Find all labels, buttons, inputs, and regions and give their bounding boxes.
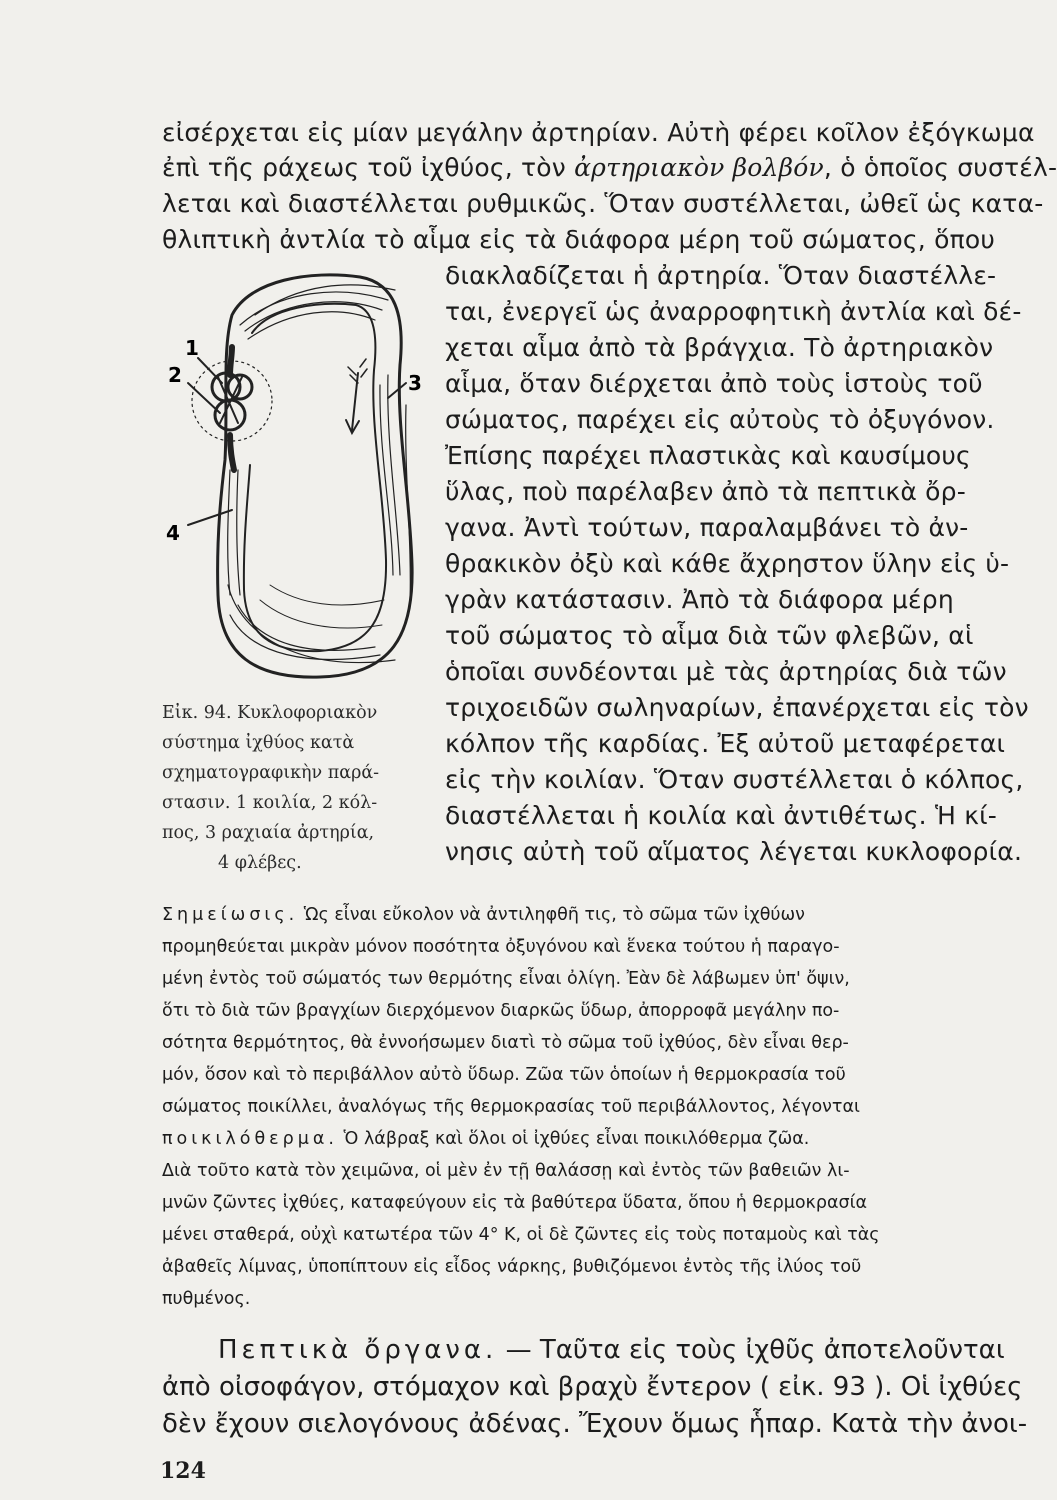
figure-label-3: 3 <box>408 371 422 395</box>
text-line: εἰς τὴν κοιλίαν. Ὅταν συστέλλεται ὁ κόλπος, <box>445 765 1024 794</box>
text-line: κόλπον τῆς καρδίας. Ἐξ αὐτοῦ μεταφέρεται <box>445 729 1006 758</box>
note-line: πυθμένος. <box>162 1289 251 1309</box>
note-line: μένη ἐντὸς τοῦ σώματός των θερμότης εἶναι ὀλίγη. Ἐὰν δὲ λάβωμεν ὑπ' ὄψιν, <box>162 969 850 989</box>
section-line: δὲν ἔχουν σιελογόνους ἀδένας. Ἔχουν ὅμως ἧπαρ. Κατὰ τὴν ἀνοι- <box>162 1409 1028 1439</box>
page-number: 124 <box>160 1458 206 1484</box>
note-line: προμηθεύεται μικρὰν μόνον ποσότητα ὀξυγόνου καὶ ἕνεκα τούτου ἡ παραγο- <box>162 937 840 957</box>
note-line: μνῶν ζῶντες ἰχθύες, καταφεύγουν εἰς τὰ βαθύτερα ὕδατα, ὅπου ἡ θερμοκρασία <box>162 1193 868 1213</box>
caption-line: στασιν. 1 κοιλία, 2 κόλ- <box>162 793 378 813</box>
caption-line: πος, 3 ραχιαία ἀρτηρία, <box>162 823 375 843</box>
text-line: γανα. Ἀντὶ τούτων, παραλαμβάνει τὸ ἀν- <box>445 513 969 542</box>
text-line: θλιπτικὴ ἀντλία τὸ αἷμα εἰς τὰ διάφορα μέρη τοῦ σώματος, ὅπου <box>162 225 995 254</box>
caption-line: σύστημα ἰχθύος κατὰ <box>162 733 355 753</box>
note-line: ὅτι τὸ διὰ τῶν βραγχίων διερχόμενον διαρκῶς ὕδωρ, ἀπορροφᾶ μεγάλην πο- <box>162 1001 840 1021</box>
text-line: διακλαδίζεται ἡ ἀρτηρία. Ὅταν διαστέλλε- <box>445 261 997 290</box>
note-line: ποικιλόθερμα. Ὁ λάβραξ καὶ ὅλοι οἱ ἰχθύες εἶναι ποικιλόθερμα ζῶα. <box>162 1129 810 1149</box>
note-line: μένει σταθερά, οὐχὶ κατωτέρα τῶν 4° Κ, οἱ δὲ ζῶντες εἰς τοὺς ποταμοὺς καὶ τὰς <box>162 1225 880 1245</box>
section-heading: Πεπτικὰ ὄργανα. <box>218 1335 498 1365</box>
note-line: σώματος ποικίλλει, ἀναλόγως τῆς θερμοκρασίας τοῦ περιβάλλοντος, λέγονται <box>162 1097 860 1117</box>
text-line: χεται αἷμα ἀπὸ τὰ βράγχια. Τὸ ἀρτηριακὸν <box>445 333 994 362</box>
text-line: διαστέλλεται ἡ κοιλία καὶ ἀντιθέτως. Ἡ κί- <box>445 801 998 830</box>
figure-label-1: 1 <box>185 336 199 360</box>
note-line: μόν, ὅσον καὶ τὸ περιβάλλον αὐτὸ ὕδωρ. Ζῶα τῶν ὁποίων ἡ θερμοκρασία τοῦ <box>162 1065 846 1085</box>
figure-label-4: 4 <box>166 521 180 545</box>
section-line: ἀπὸ οἰσοφάγον, στόμαχον καὶ βραχὺ ἔντερον ( εἰκ. 93 ). Οἱ ἰχθύες <box>162 1372 1023 1402</box>
text-line: θρακικὸν ὀξὺ καὶ κάθε ἄχρηστον ὕλην εἰς ὑ- <box>445 549 1010 578</box>
text-line: ται, ἐνεργεῖ ὡς ἀναρροφητικὴ ἀντλία καὶ δέ- <box>445 297 1022 326</box>
text-line: τοῦ σώματος τὸ αἷμα διὰ τῶν φλεβῶν, αἱ <box>445 621 974 650</box>
text-line: λεται καὶ διαστέλλεται ρυθμικῶς. Ὅταν συστέλλεται, ὠθεῖ ὡς κατα- <box>162 189 1044 218</box>
note-line: ἀβαθεῖς λίμνας, ὑποπίπτουν εἰς εἶδος νάρκης, βυθιζόμενοι ἐντὸς τῆς ἰλύος τοῦ <box>162 1257 862 1277</box>
note-line: σότητα θερμότητος, θὰ ἐννοήσωμεν διατὶ τὸ σῶμα τοῦ ἰχθύος, δὲν εἶναι θερ- <box>162 1033 849 1053</box>
text-line: σώματος, παρέχει εἰς αὐτοὺς τὸ ὀξυγόνον. <box>445 405 995 434</box>
caption-line: σχηματογραφικὴν παρά- <box>162 763 380 783</box>
note-line: Σημείωσις. Ὡς εἶναι εὔκολον νὰ ἀντιληφθῆ τις, τὸ σῶμα τῶν ἰχθύων <box>162 905 805 925</box>
section-line: Πεπτικὰ ὄργανα. — Ταῦτα εἰς τοὺς ἰχθῦς ἀποτελοῦνται <box>218 1335 1005 1365</box>
caption-line: Εἰκ. 94. Κυκλοφοριακὸν <box>162 703 378 723</box>
note-line: Διὰ τοῦτο κατὰ τὸν χειμῶνα, οἱ μὲν ἐν τῇ θαλάσσῃ καὶ ἐντὸς τῶν βαθειῶν λι- <box>162 1161 850 1181</box>
text-line: τριχοειδῶν σωληναρίων, ἐπανέρχεται εἰς τὸν <box>445 693 1029 722</box>
figure-label-2: 2 <box>168 363 182 387</box>
text-line: ὁποῖαι συνδέονται μὲ τὰς ἀρτηρίας διὰ τῶν <box>445 657 1007 686</box>
text-line: νησις αὐτὴ τοῦ αἵματος λέγεται κυκλοφορία. <box>445 837 1023 866</box>
fish-circulation-figure <box>160 255 445 695</box>
text-line: ὕλας, ποὺ παρέλαβεν ἀπὸ τὰ πεπτικὰ ὄρ- <box>445 477 966 506</box>
caption-line: 4 φλέβες. <box>218 853 302 873</box>
text-line: αἷμα, ὅταν διέρχεται ἀπὸ τοὺς ἱστοὺς τοῦ <box>445 369 983 398</box>
text-line: εἰσέρχεται εἰς μίαν μεγάλην ἀρτηρίαν. Αὐτὴ φέρει κοῖλον ἐξόγκωμα <box>162 118 1035 147</box>
text-line: γρὰν κατάστασιν. Ἀπὸ τὰ διάφορα μέρη <box>445 585 954 614</box>
key-term: ποικιλόθερμα. <box>162 1129 338 1149</box>
note-heading: Σημείωσις. <box>162 905 299 925</box>
italic-term: ἀρτηριακὸν βολβόν <box>574 153 824 182</box>
text-line: ἐπὶ τῆς ράχεως τοῦ ἰχθύος, τὸν ἀρτηριακὸν βολβόν, ὁ ὁποῖος συστέλ- <box>162 153 1057 182</box>
text-line: Ἐπίσης παρέχει πλαστικὰς καὶ καυσίμους <box>445 441 971 470</box>
